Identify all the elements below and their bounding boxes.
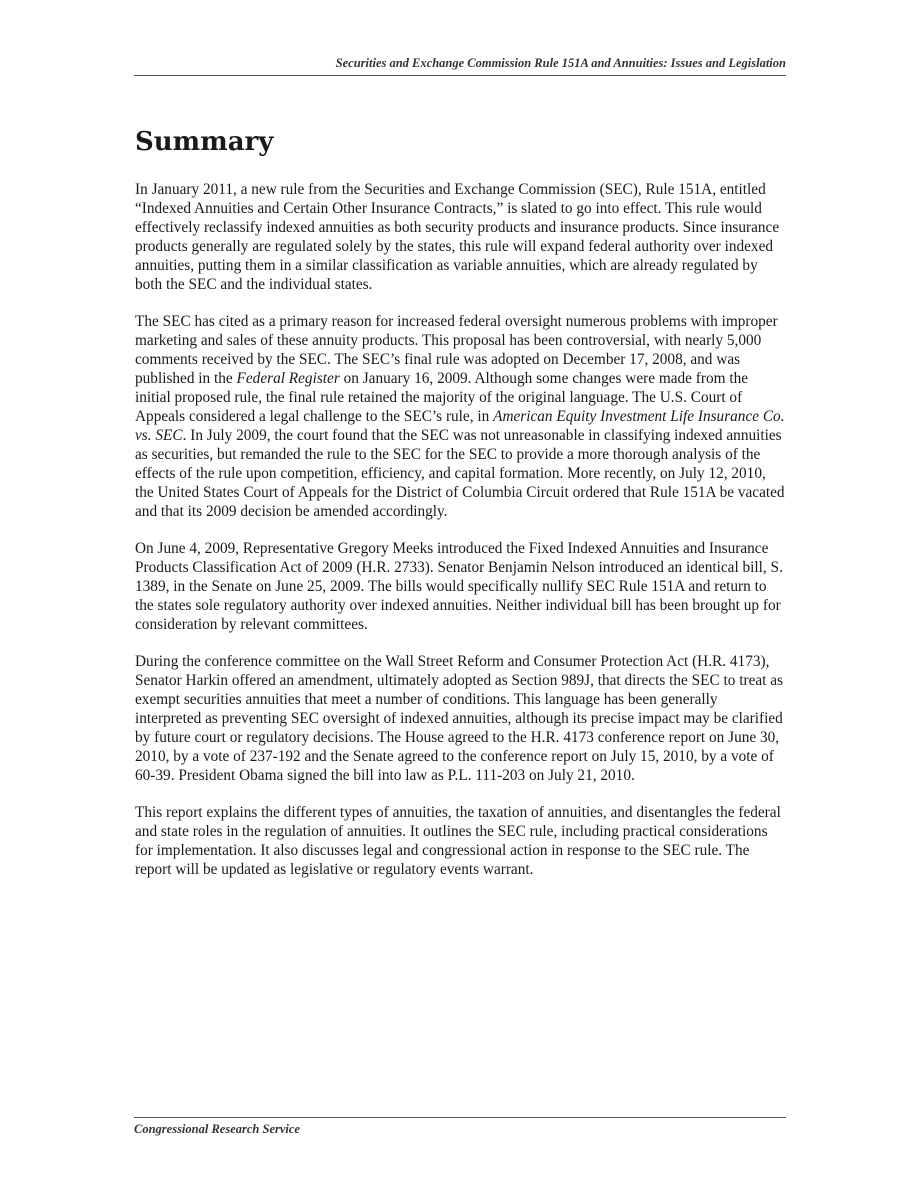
summary-paragraph-1: In January 2011, a new rule from the Securities and Exchange Commission (SEC), Rule 151A, entitled “Indexed Annuities and Certain Other Insurance Contracts,” is slated to go into effect. This rule would effectively reclassify indexed annuities as both security products and insurance products. Since insurance products generally are regulated solely by the states, this rule will expand federal authority over indexed annuities, putting them in a similar classification as variable annuities, which are already regulated by both the SEC and the individual states. bbox=[135, 181, 780, 293]
paragraph-2-text-3: . In July 2009, the court found that the SEC was not unreasonable in classifying indexed annuities as securities, but remanded the rule to the SEC for the SEC to provide a more thorough analysis of the effects of the rule upon competition, efficiency, and capital formation. More recently, on July 12, 2010, the United States Court of Appeals for the District of Columbia Circuit ordered that Rule 151A be vacated and that its 2009 decision be amended accordingly. bbox=[135, 427, 785, 520]
case-name-italic: American Equity Investment Life Insurance Co. vs. SEC bbox=[135, 408, 785, 444]
paragraph-2-text-2: on January 16, 2009. Although some changes were made from the initial proposed rule, the final rule retained the majority of the original language. The U.S. Court of Appeals considered a legal challenge to the SEC’s rule, in bbox=[135, 370, 749, 425]
paragraph-2-text-1: The SEC has cited as a primary reason for increased federal oversight numerous problems with improper marketing and sales of these annuity products. This proposal has been controversial, with nearly 5,000 comments received by the SEC. The SEC’s final rule was adopted on December 17, 2008, and was published in the bbox=[135, 313, 778, 387]
summary-section bbox=[135, 124, 785, 897]
running-header-title: Securities and Exchange Commission Rule 151A and Annuities: Issues and Legislation bbox=[335, 56, 786, 70]
federal-register-italic: Federal Register bbox=[236, 370, 340, 387]
section-heading: Summary bbox=[135, 127, 274, 157]
summary-paragraph-2 bbox=[135, 312, 785, 521]
summary-paragraph-4: During the conference committee on the Wall Street Reform and Consumer Protection Act (H.R. 4173), Senator Harkin offered an amendment, ultimately adopted as Section 989J, that directs the SEC to treat as exempt securities annuities that meet a number of conditions. This language has been generally interpreted as preventing SEC oversight of indexed annuities, although its precise impact may be clarified by future court or regulatory decisions. The House agreed to the H.R. 4173 conference report on June 30, 2010, by a vote of 237-192 and the Senate agreed to the conference report on July 15, 2010, by a vote of 60-39. President Obama signed the bill into law as P.L. 111-203 on July 21, 2010. bbox=[135, 653, 783, 784]
running-header bbox=[134, 55, 786, 76]
footer-source: Congressional Research Service bbox=[134, 1122, 300, 1136]
summary-paragraph-3: On June 4, 2009, Representative Gregory Meeks introduced the Fixed Indexed Annuities and Insurance Products Classification Act of 2009 (H.R. 2733). Senator Benjamin Nelson introduced an identical bill, S. 1389, in the Senate on June 25, 2009. The bills would specifically nullify SEC Rule 151A and return to the states sole regulatory authority over indexed annuities. Neither individual bill has been brought up for consideration by relevant committees. bbox=[135, 540, 783, 633]
summary-paragraph-5: This report explains the different types of annuities, the taxation of annuities, and disentangles the federal and state roles in the regulation of annuities. It outlines the SEC rule, including practical considerations for implementation. It also discusses legal and congressional action in response to the SEC rule. The report will be updated as legislative or regulatory events warrant. bbox=[135, 804, 781, 878]
page-footer bbox=[134, 1117, 786, 1137]
